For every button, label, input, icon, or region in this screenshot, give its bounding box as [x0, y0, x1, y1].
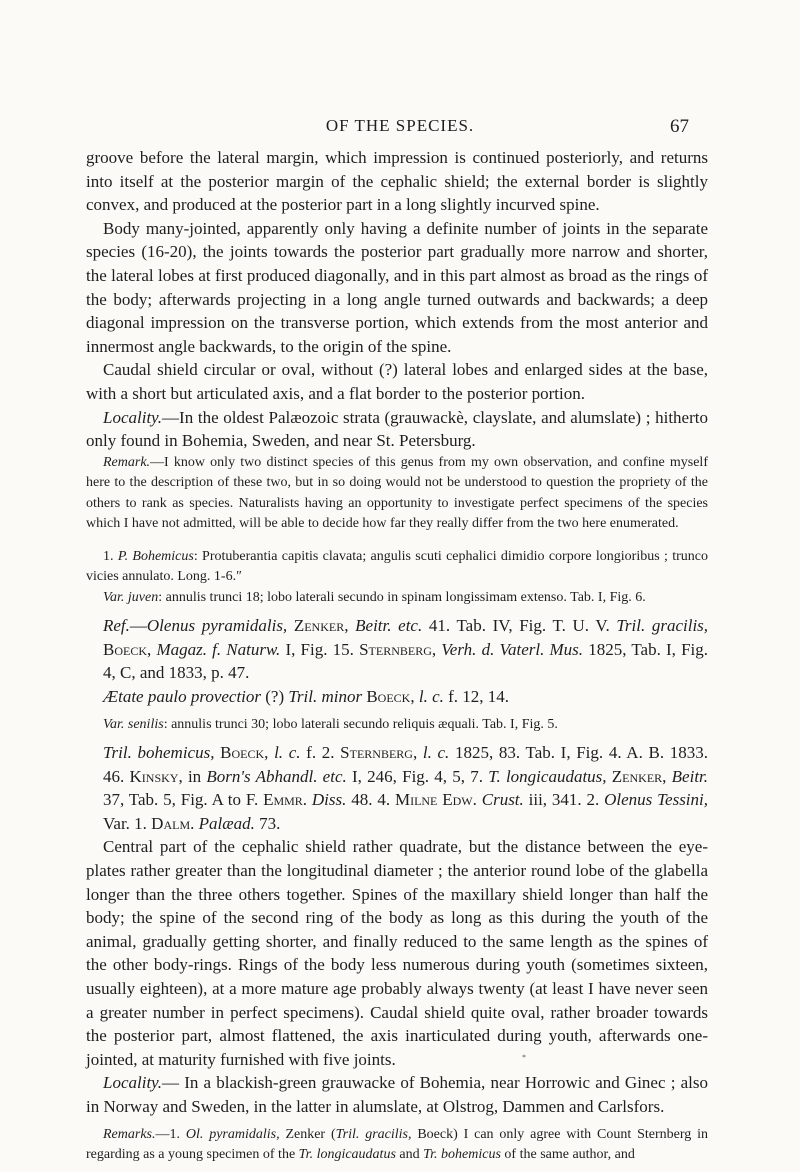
- locality-text: —In the oldest Palæozoic strata (grauwackè, clayslate, and alumslate) ; hitherto only found in Bohemia, Sweden, and near St. Petersburg.: [86, 407, 708, 451]
- paragraph-caudal-shield: Caudal shield circular or oval, without (?) lateral lobes and enlarged sides at the base, with a short but articulated axis, and a flat border to the posterior portion.: [86, 360, 708, 403]
- species-1-diagnosis: 1. P. Bohemicus: Protuberantia capitis clavata; angulis scuti cephalici dimidio corpore longioribus ; trunco vicies annulato. Long. 1-6.″: [86, 548, 708, 585]
- running-head: [0, 116, 800, 140]
- paragraph-remarks: Remarks.—1. Ol. pyramidalis, Zenker (Tril. gracilis, Boeck) I can only agree with Count Sternberg in regarding as a young specimen of the Tr. longicaudatus and Tr. bohemicus of the same author, and: [86, 1126, 709, 1163]
- running-title: OF THE SPECIES.: [325, 116, 475, 135]
- species-1-var-juvenis: Var. juven: annulis trunci 18; lobo laterali secundo in spinam longissimam extenso. Tab. I, Fig. 6.: [103, 589, 646, 605]
- species-1-var-senilis: Var. senilis: annulis trunci 30; lobo laterali secundo reliquis æquali. Tab. I, Fig. 5.: [103, 716, 558, 732]
- species-name: P. Bohemicus: [117, 548, 194, 564]
- remark-label: Remark.: [103, 454, 151, 470]
- locality-label: Locality.: [103, 407, 163, 427]
- page-body: [86, 146, 708, 1166]
- remark-text: —I know only two distinct species of this genus from my own observation, and confine myself here to the description of these two, but in so doing would not be understood to question the propriety of the others to rank as species. Naturalists having an opportunity to investigate perfect specimens of the species which I have not admitted, will be able to decide how far they really differ from the two here enumerated.: [86, 454, 708, 532]
- footer-mark: *: [522, 1053, 526, 1062]
- reference-aetate: Ætate paulo provectior (?) Tril. minor Boeck, l. c. f. 12, 14.: [103, 687, 510, 706]
- reference-olenus-pyramidalis: Ref.—Olenus pyramidalis, Zenker, Beitr. etc. 41. Tab. IV, Fig. T. U. V. Tril. gracilis, Boeck, Magaz. f. Naturw. I, Fig. 15. Sternberg, Verh. d. Vaterl. Mus. 1825, Tab. I, Fig. 4, C, and 1833, p. 47.: [103, 616, 709, 683]
- paragraph-remark: [86, 453, 708, 535]
- paragraph-locality-genus: [86, 406, 708, 453]
- paragraph-body: Body many-jointed, apparently only having a definite number of joints in the separate species (16-20), the joints towards the posterior part gradually more narrow and shorter, the lateral lobes at first produced diagonally, and in this part almost as broad as the rings of the body; afterwards projecting in a long angle turned outwards and backwards; a deep diagonal impression on the transverse portion, which extends from the most anterior and innermost angle backwards, to the origin of the spine.: [86, 218, 708, 356]
- reference-tril-bohemicus: Tril. bohemicus, Boeck, l. c. f. 2. Sternberg, l. c. 1825, 83. Tab. I, Fig. 4. A. B. 1833. 46. Kinsky, in Born's Abhandl. etc. I, 246, Fig. 4, 5, 7. T. longicaudatus, Zenker, Beitr. 37, Tab. 5, Fig. A to F. Emmr. Diss. 48. 4. Milne Edw. Crust. iii, 341. 2. Olenus Tessini, Var. 1. Dalm. Palæad. 73.: [103, 743, 709, 833]
- page-number: 67: [670, 116, 689, 137]
- paragraph-locality-species: Locality.— In a blackish-green grauwacke of Bohemia, near Horrowic and Ginec ; also in Norway and Sweden, in the latter in alumslate, at Olstrog, Dammen and Carlsfors.: [86, 1073, 708, 1116]
- paragraph-central-part: Central part of the cephalic shield rather quadrate, but the distance between the eye-plates rather greater than the longitudinal diameter ; the anterior round lobe of the glabella longer than the three others together. Spines of the maxillary shield longer than half the body; the spine of the second ring of the body as long as this during the youth of the animal, gradually getting shorter, and finally reduced to the same length as the spines of the other body-rings. Rings of the body less numerous during youth (sometimes sixteen, usually eighteen), at a more mature age probably always twenty (at least I have never seen a greater number in perfect specimens). Caudal shield quite oval, rather broader towards the posterior part, almost flattened, the axis inarticulated during youth, afterwards one-jointed, at maturity furnished with five joints.: [86, 837, 708, 1069]
- paragraph-groove: groove before the lateral margin, which impression is continued posteriorly, and returns into itself at the posterior margin of the cephalic shield; the external border is slightly convex, and produced at the posterior part in a long slightly incurved spine.: [86, 148, 708, 215]
